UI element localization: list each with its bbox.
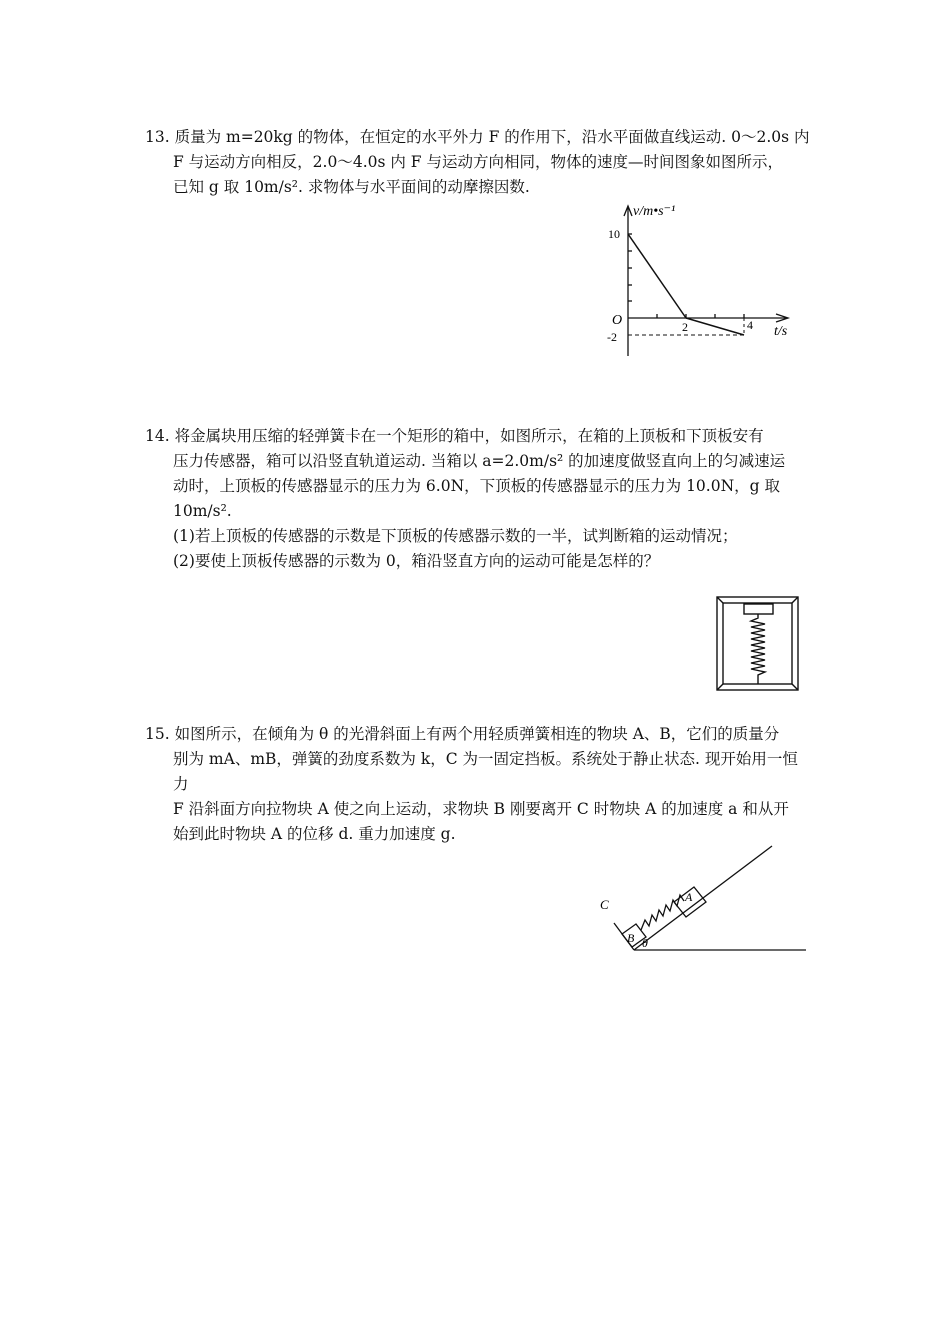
q14-line-1: 14. 将金属块用压缩的轻弹簧卡在一个矩形的箱中，如图所示，在箱的上顶板和下顶板安有 [145,427,764,445]
label-a: A [685,890,693,904]
q15-line-4: 始到此时物块 A 的位移 d. 重力加速度 g. [173,825,456,843]
question-15 [145,722,810,847]
y-tick-10: 10 [608,227,620,241]
x-tick-4: 4 [747,318,753,332]
velocity-time-graph [600,198,800,363]
q14-part-2: (2)要使上顶板传感器的示数为 0，箱沿竖直方向的运动可能是怎样的？ [173,552,660,570]
x-tick-2: 2 [682,320,688,334]
metal-block [744,604,773,614]
incline-spring [641,895,684,930]
q14-part-1: (1)若上顶板的传感器的示数是下顶板的传感器示数的一半，试判断箱的运动情况； [173,527,738,545]
q14-line-3: 动时，上顶板的传感器显示的压力为 6.0N，下顶板的传感器显示的压力为 10.0N，g 取 [173,477,780,495]
incline-figure [596,840,810,956]
q13-line-3: 已知 g 取 10m/s². 求物体与水平面间的动摩擦因数. [173,178,530,196]
question-14 [145,424,810,574]
v-axis-label: v/m•s⁻¹ [633,204,676,219]
q15-line-3: F 沿斜面方向拉物块 A 使之向上运动，求物块 B 刚要离开 C 时物块 A 的加速度 a 和从开 [173,800,789,818]
label-theta: θ [642,936,648,950]
label-b: B [627,931,635,945]
t-axis-label: t/s [774,324,788,339]
spring [751,614,765,684]
question-13 [145,125,810,200]
q15-line-2: 别为 mA、mB，弹簧的劲度系数为 k，C 为一固定挡板。系统处于静止状态. 现开始用一恒力 [173,750,798,793]
origin-label: O [612,313,623,328]
q13-line-2: F 与运动方向相反，2.0～4.0s 内 F 与运动方向相同，物体的速度—时间图象如图所示， [173,153,783,171]
y-tick-neg2: -2 [607,330,617,344]
spring-box-figure [714,594,802,694]
q13-line-1: 13. 质量为 m=20kg 的物体，在恒定的水平外力 F 的作用下，沿水平面做直线运动. 0～2.0s 内 [145,128,810,146]
label-c: C [600,897,609,912]
q15-line-1: 15. 如图所示，在倾角为 θ 的光滑斜面上有两个用轻质弹簧相连的物块 A、B，它们的质量分 [145,725,780,743]
q14-line-4: 10m/s². [173,502,232,520]
q14-line-2: 压力传感器，箱可以沿竖直轨道运动. 当箱以 a=2.0m/s² 的加速度做竖直向上的匀减速运 [173,452,786,470]
